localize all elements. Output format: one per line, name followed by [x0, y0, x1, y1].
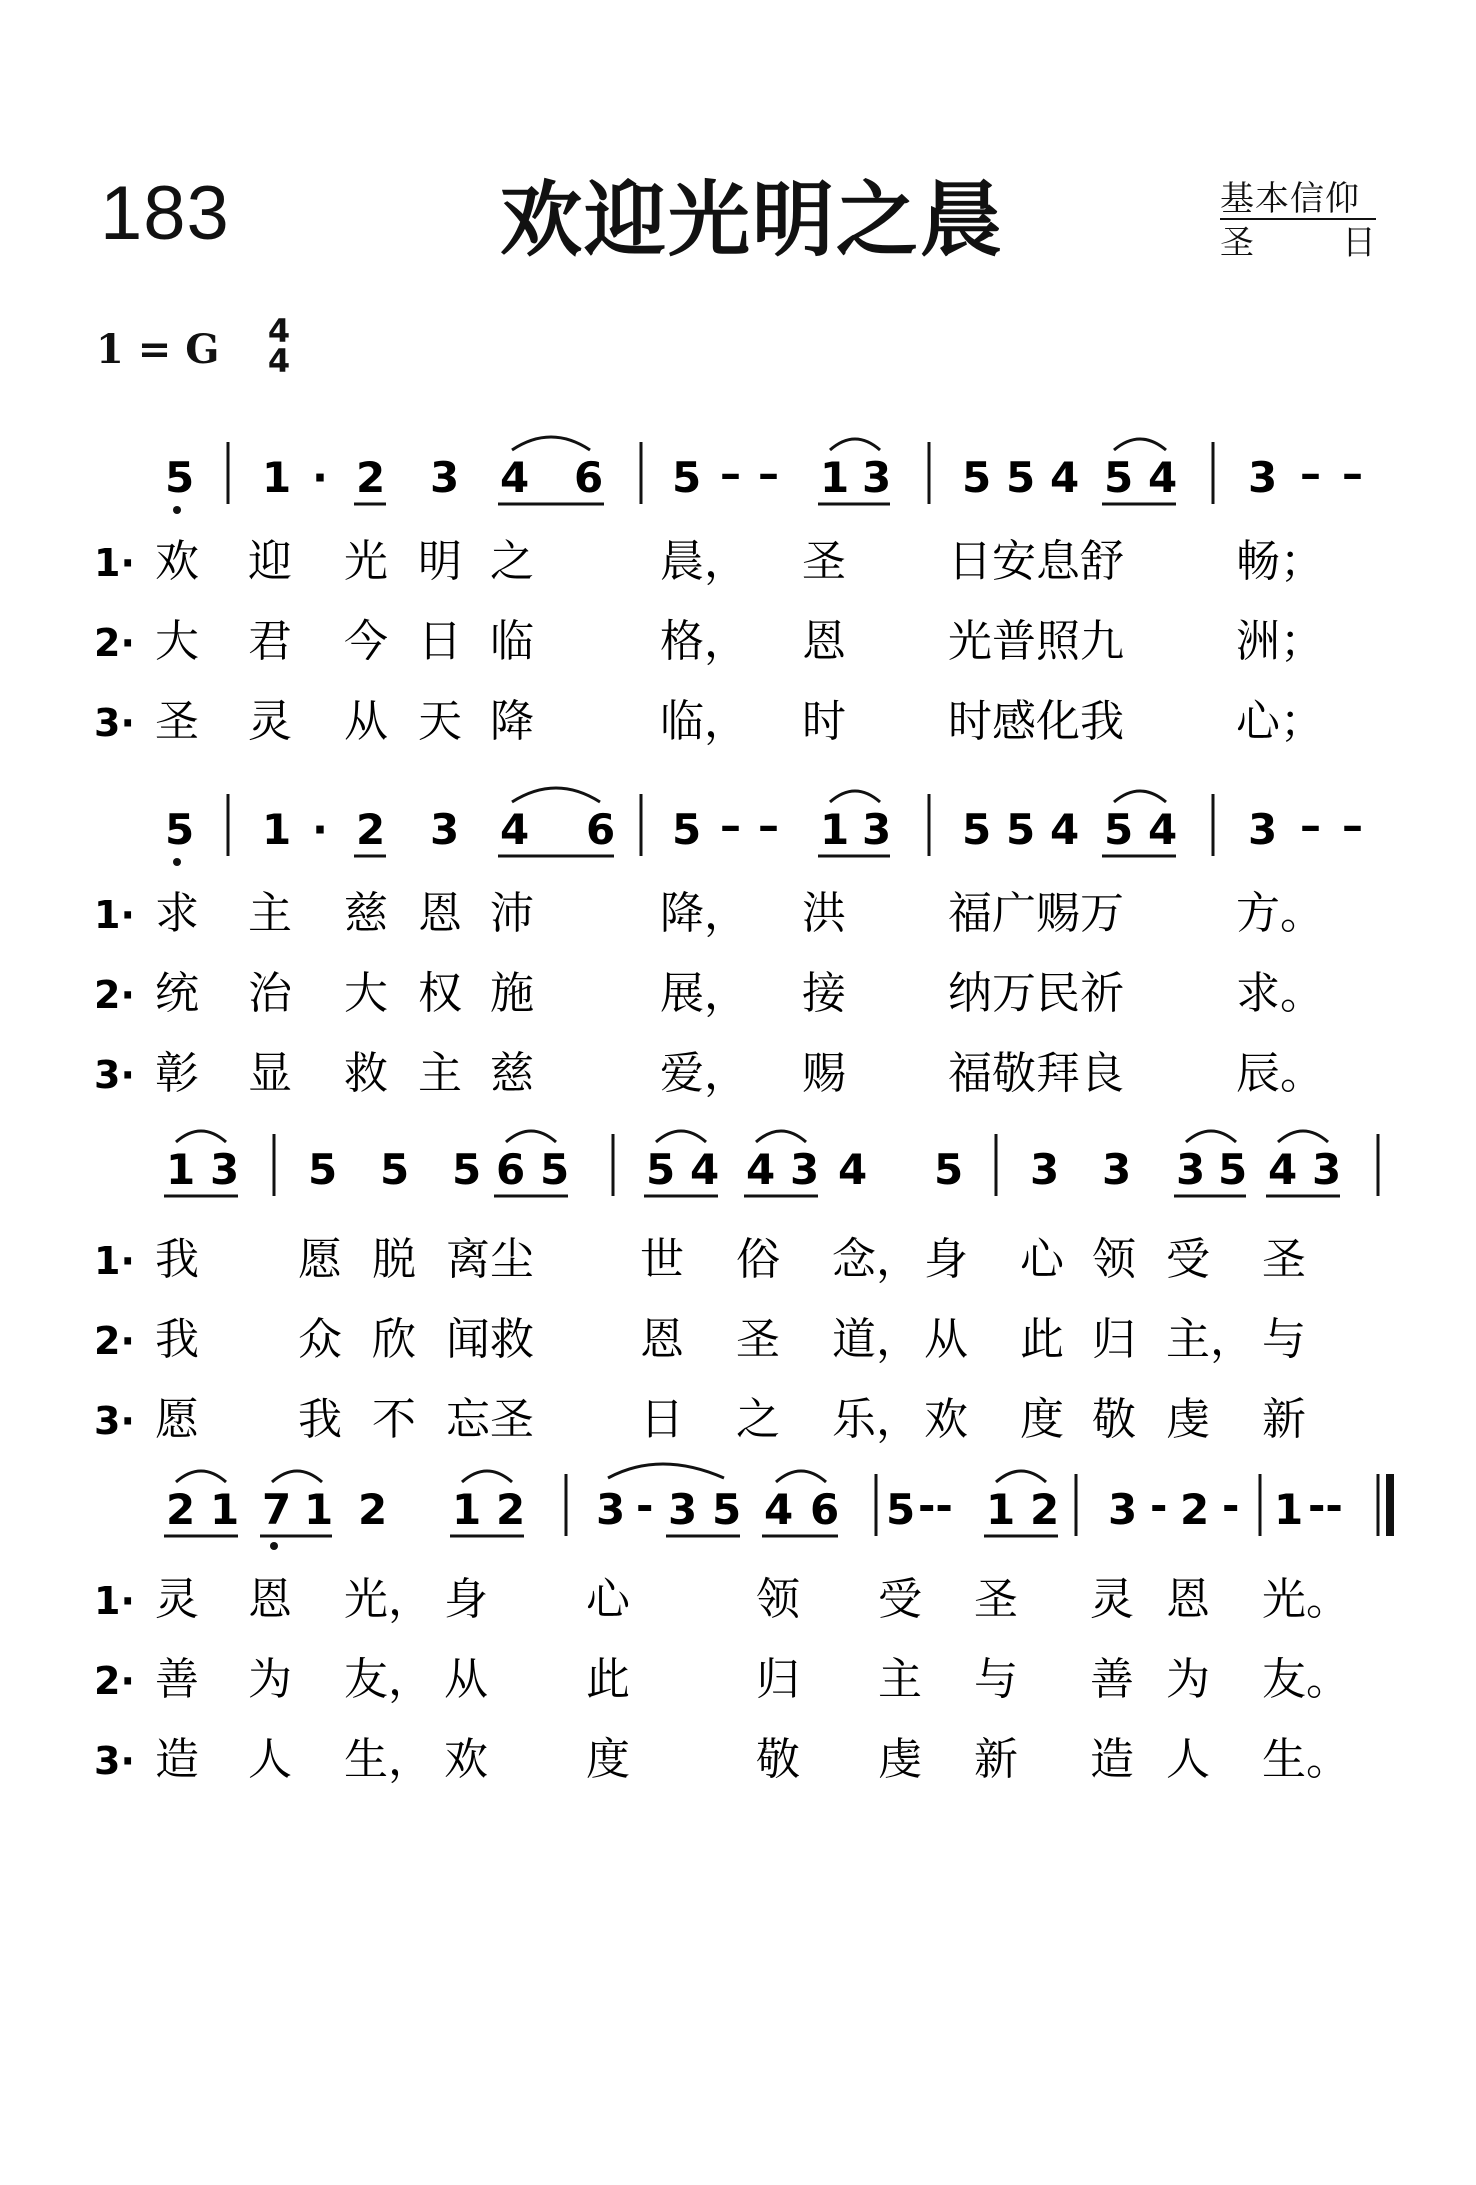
- slur: [176, 1471, 226, 1482]
- lyric: 主: [878, 1654, 922, 1705]
- verse-number: 1·: [94, 1239, 135, 1283]
- note: 3: [430, 805, 460, 854]
- lyric: 世: [640, 1234, 684, 1285]
- lyric: 光，: [344, 1574, 432, 1625]
- lyric: 为: [248, 1654, 292, 1705]
- note: 2: [1030, 1485, 1060, 1534]
- lyric: 此: [1020, 1314, 1064, 1365]
- lyric: 赐: [802, 1048, 846, 1099]
- note: 5: [308, 1145, 338, 1194]
- dash: –: [758, 449, 779, 498]
- note: 6: [810, 1485, 840, 1534]
- system-2-notes: [165, 788, 1363, 866]
- note: 5: [1104, 805, 1134, 854]
- lyric: 求。: [1236, 968, 1324, 1019]
- lyric: 明: [418, 536, 462, 587]
- lyric: 脱: [372, 1234, 416, 1285]
- lyric: 欢: [155, 536, 199, 587]
- note: 4: [764, 1485, 794, 1534]
- dash: –: [758, 801, 779, 850]
- lyric: 我: [155, 1234, 199, 1285]
- lyric: 友，: [344, 1654, 432, 1705]
- lyric: 受: [1166, 1234, 1210, 1285]
- note: 3: [1102, 1145, 1132, 1194]
- lyric: 日安息舒: [948, 536, 1124, 587]
- lyric: 恩: [1166, 1574, 1210, 1625]
- slur: [996, 1471, 1046, 1482]
- note: 5: [165, 805, 195, 854]
- slur: [608, 1464, 724, 1478]
- lyric: 归: [1092, 1314, 1136, 1365]
- verse-number: 3·: [94, 1739, 135, 1783]
- system-3-notes: [164, 1131, 1378, 1196]
- note: 4: [1268, 1145, 1298, 1194]
- lyric: 圣: [1262, 1234, 1306, 1285]
- lyric: 从: [444, 1654, 488, 1705]
- key-signature: 1 = G: [96, 326, 220, 373]
- system-3-verse-numbers: [94, 1239, 135, 1443]
- verse-number: 1·: [94, 541, 135, 585]
- system-1-lyrics: [155, 536, 1324, 747]
- lyric: 恩: [640, 1314, 684, 1365]
- lyric: 慈: [490, 1048, 534, 1099]
- note: 3: [210, 1145, 240, 1194]
- lyric: 求: [155, 888, 199, 939]
- note: 3: [668, 1485, 698, 1534]
- lyric: 我: [298, 1394, 342, 1445]
- note: 7: [262, 1485, 292, 1534]
- lyric: 领: [1092, 1234, 1136, 1285]
- lyric: 我: [155, 1314, 199, 1365]
- lyric: 人: [248, 1734, 292, 1785]
- lyric: 纳万民祈: [948, 968, 1124, 1019]
- note: 5: [540, 1145, 570, 1194]
- note: 5: [646, 1145, 676, 1194]
- lyric: 彰: [155, 1048, 199, 1099]
- lyric: 灵: [1090, 1574, 1134, 1625]
- lyric: 欢: [924, 1394, 968, 1445]
- lyric: 方。: [1236, 888, 1324, 939]
- verse-number: 2·: [94, 1659, 135, 1703]
- lyric: 格，: [660, 616, 748, 667]
- category-line-2b: 日: [1342, 223, 1376, 263]
- verse-number: 2·: [94, 1319, 135, 1363]
- hymn-number: 183: [100, 171, 230, 256]
- dash: –: [720, 449, 741, 498]
- note: 4: [500, 805, 530, 854]
- note: 3: [1248, 453, 1278, 502]
- augmentation-dot: ·: [312, 453, 328, 502]
- note: 3: [596, 1485, 626, 1534]
- lyric: 救: [344, 1048, 388, 1099]
- system-2-lyrics: [155, 888, 1324, 1099]
- note: 5: [962, 805, 992, 854]
- low-octave-dot: [173, 858, 181, 866]
- lyric: 光: [344, 536, 388, 587]
- dash: –: [1300, 449, 1321, 498]
- slur: [830, 791, 880, 802]
- lyric: 从: [924, 1314, 968, 1365]
- lyric: 光普照九: [948, 616, 1124, 667]
- dash: -: [636, 1481, 654, 1530]
- lyric: 恩: [418, 888, 462, 939]
- lyric: 度: [586, 1734, 630, 1785]
- time-signature-bottom: 4: [267, 342, 291, 380]
- slur: [776, 1471, 826, 1482]
- note: 2: [166, 1485, 196, 1534]
- note: 5: [886, 1485, 916, 1534]
- verse-number: 1·: [94, 893, 135, 937]
- lyric: 虔: [878, 1734, 922, 1785]
- dash: -: [1150, 1481, 1168, 1530]
- lyric: 天: [418, 696, 462, 747]
- note: 3: [862, 453, 892, 502]
- lyric: 之: [490, 536, 534, 587]
- lyric: 降，: [660, 888, 748, 939]
- lyric: 道，: [832, 1314, 920, 1365]
- lyric: 光。: [1262, 1574, 1350, 1625]
- lyric: 展，: [660, 968, 748, 1019]
- lyric: 归: [756, 1654, 800, 1705]
- lyric: 显: [248, 1048, 292, 1099]
- lyric: 恩: [802, 616, 846, 667]
- lyric: 敬: [756, 1734, 800, 1785]
- note: 6: [586, 805, 616, 854]
- lyric: 君: [248, 616, 292, 667]
- lyric: 今: [344, 616, 388, 667]
- lyric: 生，: [344, 1734, 432, 1785]
- dash: -: [1222, 1481, 1240, 1530]
- note: 5: [1006, 805, 1036, 854]
- note: 3: [1176, 1145, 1206, 1194]
- note: 5: [672, 805, 702, 854]
- note: 4: [690, 1145, 720, 1194]
- lyric: 洲；: [1236, 616, 1324, 667]
- lyric: 心: [586, 1574, 630, 1625]
- note: 6: [496, 1145, 526, 1194]
- slur: [512, 437, 590, 450]
- lyric: 福广赐万: [948, 888, 1124, 939]
- lyric: 离: [446, 1234, 490, 1285]
- note: 3: [790, 1145, 820, 1194]
- lyric: 圣: [155, 696, 199, 747]
- system-3-lyrics: [155, 1234, 1306, 1445]
- lyric: 为: [1166, 1654, 1210, 1705]
- note: 2: [356, 453, 386, 502]
- note: 1: [820, 453, 850, 502]
- note: 4: [1148, 805, 1178, 854]
- note: 1: [986, 1485, 1016, 1534]
- note: 5: [712, 1485, 742, 1534]
- lyric: 身: [444, 1574, 488, 1625]
- lyric: 施: [490, 968, 534, 1019]
- note: 5: [1006, 453, 1036, 502]
- lyric: 灵: [248, 696, 292, 747]
- lyric: 洪: [802, 888, 846, 939]
- lyric: 善: [155, 1654, 199, 1705]
- note: 2: [496, 1485, 526, 1534]
- lyric: 临，: [660, 696, 748, 747]
- lyric: 心；: [1236, 696, 1324, 747]
- slur: [830, 439, 880, 450]
- system-4-verse-numbers: [94, 1579, 135, 1783]
- note: 2: [1180, 1485, 1210, 1534]
- lyric: 之: [736, 1394, 780, 1445]
- lyric: 善: [1090, 1654, 1134, 1705]
- lyric: 时感化我: [948, 696, 1124, 747]
- note: 2: [358, 1485, 388, 1534]
- lyric: 主，: [1166, 1314, 1254, 1365]
- lyric: 圣: [802, 536, 846, 587]
- note: 5: [672, 453, 702, 502]
- slur: [1278, 1131, 1328, 1142]
- lyric: 愿: [155, 1394, 199, 1445]
- lyric: 受: [878, 1574, 922, 1625]
- lyric: 愿: [298, 1234, 342, 1285]
- slur: [512, 788, 600, 802]
- lyric: 欣: [372, 1314, 416, 1365]
- lyric: 生。: [1262, 1734, 1350, 1785]
- lyric: 敬: [1092, 1394, 1136, 1445]
- lyric: 造: [155, 1734, 199, 1785]
- low-octave-dot: [270, 1542, 278, 1550]
- note: 1: [166, 1145, 196, 1194]
- lyric: 从: [344, 696, 388, 747]
- lyric: 慈: [344, 888, 388, 939]
- note: 4: [838, 1145, 868, 1194]
- time-signature-top: 4: [267, 312, 291, 350]
- system-4-notes: [164, 1464, 1394, 1550]
- lyric: 领: [756, 1574, 800, 1625]
- lyric: 身: [924, 1234, 968, 1285]
- note: 4: [500, 453, 530, 502]
- slur: [756, 1131, 806, 1142]
- verse-number: 2·: [94, 621, 135, 665]
- dash: --: [1308, 1481, 1343, 1530]
- lyric: 新: [974, 1734, 1018, 1785]
- dash: –: [720, 801, 741, 850]
- lyric: 度: [1020, 1394, 1064, 1445]
- note: 1: [304, 1485, 334, 1534]
- lyric: 不: [372, 1394, 416, 1445]
- lyric: 临: [490, 616, 534, 667]
- note: 1: [1274, 1485, 1304, 1534]
- lyric: 爱，: [660, 1048, 748, 1099]
- final-barline-thick: [1386, 1474, 1394, 1536]
- lyric: 与: [1262, 1314, 1306, 1365]
- system-1-verse-numbers: [94, 541, 135, 745]
- system-2-verse-numbers: [94, 893, 135, 1097]
- system-1-notes: [165, 437, 1363, 514]
- lyric: 恩: [248, 1574, 292, 1625]
- category-line-1: 基本信仰: [1220, 182, 1376, 220]
- dash: –: [1342, 449, 1363, 498]
- slur: [656, 1131, 706, 1142]
- lyric: 忘: [446, 1394, 490, 1445]
- lyric: 新: [1262, 1394, 1306, 1445]
- system-4-lyrics: [155, 1574, 1350, 1785]
- note: 5: [1104, 453, 1134, 502]
- lyric: 迎: [248, 536, 292, 587]
- verse-number: 3·: [94, 1399, 135, 1443]
- lyric: 主: [248, 888, 292, 939]
- note: 3: [1108, 1485, 1138, 1534]
- lyric: 畅；: [1236, 536, 1324, 587]
- lyric: 辰。: [1236, 1048, 1324, 1099]
- lyric: 救: [490, 1314, 534, 1365]
- lyric: 大: [344, 968, 388, 1019]
- lyric: 此: [586, 1654, 630, 1705]
- dash: –: [1342, 801, 1363, 850]
- lyric: 圣: [736, 1314, 780, 1365]
- lyric: 权: [418, 968, 462, 1019]
- verse-number: 1·: [94, 1579, 135, 1623]
- lyric: 与: [974, 1654, 1018, 1705]
- slur: [1114, 791, 1166, 802]
- note: 2: [356, 805, 386, 854]
- slur: [506, 1131, 556, 1142]
- note: 5: [380, 1145, 410, 1194]
- lyric: 日: [640, 1394, 684, 1445]
- dash: --: [918, 1481, 953, 1530]
- lyric: 圣: [490, 1394, 534, 1445]
- verse-number: 2·: [94, 973, 135, 1017]
- lyric: 念，: [832, 1234, 920, 1285]
- lyric: 福敬拜良: [948, 1048, 1124, 1099]
- slur: [462, 1471, 512, 1482]
- lyric: 乐，: [832, 1394, 920, 1445]
- augmentation-dot: ·: [312, 805, 328, 854]
- note: 4: [1050, 805, 1080, 854]
- note: 1: [820, 805, 850, 854]
- lyric: 圣: [974, 1574, 1018, 1625]
- note: 5: [962, 453, 992, 502]
- note: 3: [430, 453, 460, 502]
- verse-number: 3·: [94, 701, 135, 745]
- lyric: 大: [155, 616, 199, 667]
- lyric: 日: [418, 616, 462, 667]
- lyric: 友。: [1262, 1654, 1350, 1705]
- lyric: 主: [418, 1048, 462, 1099]
- note: 4: [1148, 453, 1178, 502]
- lyric: 接: [802, 968, 846, 1019]
- lyric: 尘: [490, 1234, 534, 1285]
- note: 1: [452, 1485, 482, 1534]
- lyric: 闻: [446, 1314, 490, 1365]
- lyric: 降: [490, 696, 534, 747]
- lyric: 沛: [490, 888, 534, 939]
- dash: –: [1300, 801, 1321, 850]
- slur: [1186, 1131, 1236, 1142]
- note: 5: [165, 453, 195, 502]
- verse-number: 3·: [94, 1053, 135, 1097]
- slur: [272, 1471, 322, 1482]
- note: 3: [1312, 1145, 1342, 1194]
- low-octave-dot: [173, 506, 181, 514]
- lyric: 人: [1166, 1734, 1210, 1785]
- note: 3: [862, 805, 892, 854]
- hymn-title: 欢迎光明之晨: [500, 173, 1005, 268]
- lyric: 灵: [155, 1574, 199, 1625]
- lyric: 虔: [1166, 1394, 1210, 1445]
- lyric: 造: [1090, 1734, 1134, 1785]
- note: 6: [574, 453, 604, 502]
- note: 3: [1248, 805, 1278, 854]
- lyric: 晨，: [660, 536, 748, 587]
- note: 1: [210, 1485, 240, 1534]
- lyric: 时: [802, 696, 846, 747]
- slur: [1114, 439, 1166, 450]
- lyric: 众: [298, 1314, 342, 1365]
- note: 5: [934, 1145, 964, 1194]
- note: 5: [1218, 1145, 1248, 1194]
- note: 1: [262, 453, 292, 502]
- lyric: 俗: [736, 1234, 780, 1285]
- note: 5: [452, 1145, 482, 1194]
- note: 3: [1030, 1145, 1060, 1194]
- note: 4: [746, 1145, 776, 1194]
- category-line-2a: 圣: [1220, 223, 1254, 263]
- note: 4: [1050, 453, 1080, 502]
- lyric: 心: [1020, 1234, 1064, 1285]
- lyric: 欢: [444, 1734, 488, 1785]
- lyric: 统: [155, 968, 199, 1019]
- slur: [176, 1131, 226, 1142]
- note: 1: [262, 805, 292, 854]
- lyric: 治: [248, 968, 292, 1019]
